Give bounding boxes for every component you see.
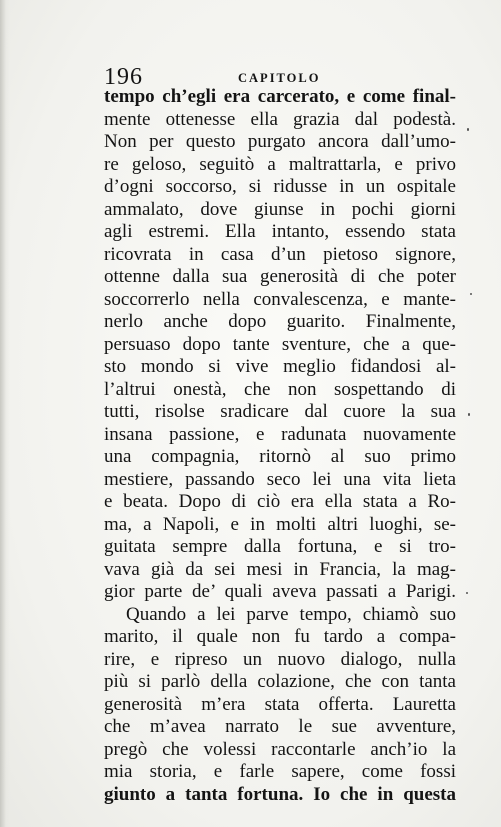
text-line: persuaso dopo tante sventure, che a que- <box>104 333 456 355</box>
text-line: più si parlò della colazione, che con tanta <box>104 671 456 692</box>
text-line: d’ogni soccorso, si ridusse in un ospitale <box>104 176 456 197</box>
running-title: CAPITOLO <box>238 71 321 85</box>
text-line: l’altrui onestà, che non sospettando di <box>104 378 456 400</box>
text-line: ottenne dalla sua generosità di che poter <box>104 266 456 287</box>
text-line: una compagnia, ritornò al suo primo <box>104 446 456 467</box>
text-line: rire, e ripreso un nuovo dialogo, nulla <box>104 648 456 670</box>
text-line: tempo ch’egli era carcerato, e come final- <box>104 86 456 107</box>
text-line: vava già da sei mesi in Francia, la mag- <box>104 558 456 580</box>
text-line: mestiere, passando seco lei una vita lieta <box>104 468 456 490</box>
text-line: re geloso, seguitò a maltrattarla, e privo <box>104 153 456 175</box>
text-line: agli estremi. Ella intanto, essendo stata <box>104 221 456 242</box>
margin-speck <box>467 128 469 131</box>
margin-speck <box>470 293 472 295</box>
text-line: ammalato, dove giunse in pochi giorni <box>104 198 456 220</box>
margin-speck <box>468 413 470 416</box>
text-line: gior parte de’ quali aveva passati a Parigi. <box>104 581 456 602</box>
text-line: mia storia, e farle sapere, come fossi <box>104 761 456 782</box>
text-line: generosità m’era stata offerta. Lauretta <box>104 693 456 715</box>
text-line: pregò che volessi raccontarle anch’io la <box>104 738 456 760</box>
text-line: giunto a tanta fortuna. Io che in questa <box>104 783 456 805</box>
body-text <box>104 86 456 806</box>
page-number: 196 <box>104 64 143 90</box>
text-line: Non per questo purgato ancora dall’umo- <box>104 131 456 152</box>
text-line: ricovrata in casa d’un pietoso signore, <box>104 243 456 265</box>
gutter-shadow <box>0 0 10 827</box>
text-line: insana passione, e radunata nuovamente <box>104 423 456 445</box>
text-line: marito, il quale non fu tardo a compa- <box>104 626 456 647</box>
margin-speck <box>466 592 468 594</box>
text-line: che m’avea narrato le sue avventure, <box>104 716 456 737</box>
text-line: soccorrerlo nella convalescenza, e mante- <box>104 288 456 310</box>
text-line: nerlo anche dopo guarito. Finalmente, <box>104 311 456 332</box>
text-line: tutti, risolse sradicare dal cuore la sua <box>104 401 456 422</box>
text-line: Quando a lei parve tempo, chiamò suo <box>126 603 456 625</box>
text-line: ma, a Napoli, e in molti altri luoghi, se- <box>104 513 456 535</box>
text-line: guitata sempre dalla fortuna, e si tro- <box>104 536 456 557</box>
text-line: e beata. Dopo di ciò era ella stata a Ro- <box>104 491 456 512</box>
text-line: mente ottenesse ella grazia dal podestà. <box>104 108 456 130</box>
text-line: sto mondo si vive meglio fidandosi al- <box>104 356 456 377</box>
